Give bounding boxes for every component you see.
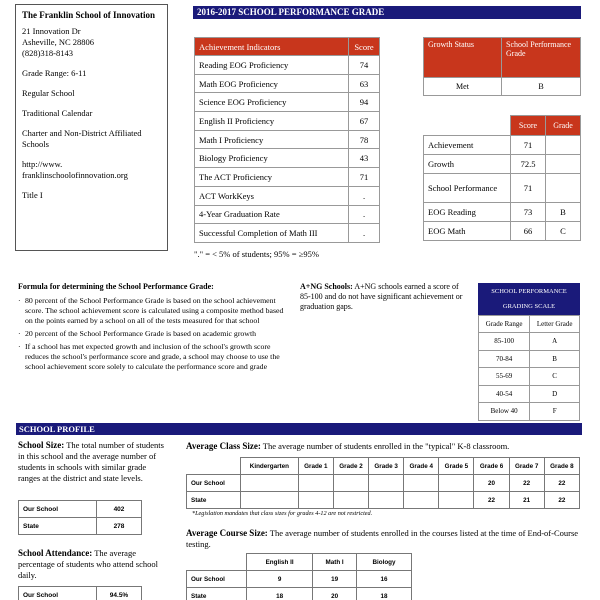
indicator-label: Science EOG Proficiency bbox=[195, 93, 349, 112]
indicator-score: . bbox=[349, 186, 380, 205]
class-size-cell: 21 bbox=[509, 492, 544, 509]
score-header: Score bbox=[349, 38, 380, 56]
class-size-cell bbox=[241, 492, 299, 509]
class-size-column-header: Kindergarten bbox=[241, 458, 299, 475]
formula-item: · 20 percent of the School Performance Grade is based on academic growth bbox=[18, 329, 290, 339]
summary-grade: B bbox=[546, 203, 581, 222]
school-address-line2: Asheville, NC 28806 bbox=[22, 37, 95, 47]
table-row bbox=[19, 518, 142, 535]
class-size-column-header: Grade 3 bbox=[369, 458, 404, 475]
attendance-row-label: Our School bbox=[19, 587, 97, 600]
class-size-table bbox=[186, 457, 580, 509]
formula-item: · If a school has met expected growth and inclusion of the school's growth score reduces the school's performance score and grade, a school may choose to use the school achievement score solely to calculate the performance score and grade bbox=[18, 342, 290, 372]
course-size-row-label: State bbox=[187, 588, 247, 600]
course-size-column-header: English II bbox=[247, 554, 313, 571]
indicator-score: 71 bbox=[349, 168, 380, 187]
performance-grade-title: 2016-2017 SCHOOL PERFORMANCE GRADE bbox=[193, 6, 581, 19]
summary-score: 71 bbox=[511, 174, 546, 203]
attendance-text: The average percentage of students who attend school daily. bbox=[18, 548, 158, 580]
class-size-cell: 22 bbox=[544, 492, 579, 509]
summary-score-header: Score bbox=[511, 116, 546, 136]
course-size-cell: 20 bbox=[313, 588, 357, 600]
table-row bbox=[424, 203, 581, 222]
class-size-column-header: Grade 6 bbox=[474, 458, 509, 475]
table-row bbox=[424, 222, 581, 241]
class-size-description bbox=[186, 441, 586, 451]
summary-label: School Performance bbox=[424, 174, 511, 203]
class-size-cell bbox=[369, 492, 404, 509]
course-size-column-header: Biology bbox=[356, 554, 411, 571]
table-row bbox=[424, 136, 581, 155]
indicator-score: 78 bbox=[349, 130, 380, 149]
school-size-label: School Size: bbox=[18, 440, 65, 450]
table-row bbox=[187, 475, 580, 492]
performance-grade-header: School Performance Grade bbox=[502, 38, 581, 78]
school-attendance-table bbox=[18, 586, 142, 600]
ang-label: A+NG Schools: bbox=[300, 282, 353, 291]
summary-grade: C bbox=[546, 222, 581, 241]
table-row bbox=[187, 571, 412, 588]
size-row-value: 278 bbox=[97, 518, 142, 535]
summary-score: 66 bbox=[511, 222, 546, 241]
school-address-line1: 21 Innovation Dr bbox=[22, 26, 81, 36]
table-row bbox=[479, 333, 580, 351]
attendance-label: School Attendance: bbox=[18, 548, 93, 558]
table-row bbox=[479, 403, 580, 421]
formula-item: · 80 percent of the School Performance Grade is based on the school achievement score. The school achievement score is calculated using a composite method based on the points earned by a school on all of the tests measured for that school bbox=[18, 296, 290, 326]
letter-grade: C bbox=[530, 368, 580, 386]
table-row bbox=[195, 149, 380, 168]
class-size-cell: 22 bbox=[544, 475, 579, 492]
table-row bbox=[195, 74, 380, 93]
class-size-column-header: Grade 5 bbox=[439, 458, 474, 475]
summary-grade bbox=[546, 155, 581, 174]
class-size-cell bbox=[333, 475, 368, 492]
letter-grade: A bbox=[530, 333, 580, 351]
indicator-label: ACT WorkKeys bbox=[195, 186, 349, 205]
indicator-label: Math EOG Proficiency bbox=[195, 74, 349, 93]
grading-scale-table bbox=[478, 315, 580, 421]
school-info-panel bbox=[15, 4, 168, 251]
school-name: The Franklin School of Innovation bbox=[22, 10, 156, 20]
growth-status-header: Growth Status bbox=[424, 38, 502, 78]
size-row-label: State bbox=[19, 518, 97, 535]
class-size-label: Average Class Size: bbox=[186, 441, 261, 451]
letter-grade-header: Letter Grade bbox=[530, 316, 580, 333]
class-size-cell: 22 bbox=[474, 492, 509, 509]
school-calendar: Traditional Calendar bbox=[22, 108, 93, 118]
growth-status-value: Met bbox=[424, 78, 502, 96]
class-size-text: The average number of students enrolled in the "typical" K-8 classroom. bbox=[260, 441, 510, 451]
summary-grade-header: Grade bbox=[546, 116, 581, 136]
course-size-cell: 18 bbox=[247, 588, 313, 600]
course-size-table bbox=[186, 553, 412, 600]
summary-label: Growth bbox=[424, 155, 511, 174]
table-row bbox=[187, 492, 580, 509]
table-row bbox=[195, 205, 380, 224]
table-row bbox=[479, 368, 580, 386]
summary-score: 73 bbox=[511, 203, 546, 222]
indicator-score: 43 bbox=[349, 149, 380, 168]
letter-grade: B bbox=[530, 350, 580, 368]
formula-heading: Formula for determining the School Performance Grade: bbox=[18, 282, 214, 291]
grading-scale-title: SCHOOL PERFORMANCE GRADING SCALE bbox=[478, 283, 580, 315]
class-size-column-header: Grade 2 bbox=[333, 458, 368, 475]
table-row bbox=[195, 224, 380, 243]
grading-scale bbox=[478, 283, 580, 421]
size-row-label: Our School bbox=[19, 501, 97, 518]
ang-text: A+NG schools earned a score of 85-100 and do not have significant achievement or graduation gaps. bbox=[300, 282, 463, 311]
school-type: Regular School bbox=[22, 88, 75, 98]
class-size-column-header: Grade 4 bbox=[404, 458, 439, 475]
table-row bbox=[195, 93, 380, 112]
indicator-label: Successful Completion of Math III bbox=[195, 224, 349, 243]
class-size-column-header: Grade 1 bbox=[298, 458, 333, 475]
class-size-cell bbox=[298, 475, 333, 492]
course-size-cell: 9 bbox=[247, 571, 313, 588]
class-size-cell bbox=[298, 492, 333, 509]
class-size-column-header: Grade 7 bbox=[509, 458, 544, 475]
grade-range: 85-100 bbox=[479, 333, 530, 351]
school-size-text: The total number of students in this school and the average number of students in schools with similar grade ranges at the district and state levels. bbox=[18, 440, 164, 483]
course-size-description bbox=[186, 528, 586, 550]
table-row bbox=[19, 587, 142, 600]
letter-grade: D bbox=[530, 385, 580, 403]
course-size-cell: 16 bbox=[356, 571, 411, 588]
ang-schools-note bbox=[300, 282, 470, 312]
class-size-column-header: Grade 8 bbox=[544, 458, 579, 475]
class-size-cell: 22 bbox=[509, 475, 544, 492]
school-website[interactable]: http://www. franklinschoolofinnovation.org bbox=[22, 159, 128, 180]
growth-status-table bbox=[423, 37, 581, 96]
grade-range: 40-54 bbox=[479, 385, 530, 403]
indicator-score: 67 bbox=[349, 112, 380, 131]
class-size-cell bbox=[404, 492, 439, 509]
class-size-cell bbox=[439, 475, 474, 492]
indicator-label: Reading EOG Proficiency bbox=[195, 56, 349, 75]
table-row bbox=[195, 168, 380, 187]
class-size-cell bbox=[439, 492, 474, 509]
school-profile-title: SCHOOL PROFILE bbox=[16, 423, 582, 435]
summary-grade bbox=[546, 136, 581, 155]
course-size-cell: 19 bbox=[313, 571, 357, 588]
summary-label: EOG Math bbox=[424, 222, 511, 241]
summary-label: Achievement bbox=[424, 136, 511, 155]
score-summary-table bbox=[423, 115, 581, 241]
formula-section bbox=[18, 282, 290, 375]
indicator-label: The ACT Proficiency bbox=[195, 168, 349, 187]
indicator-label: English II Proficiency bbox=[195, 112, 349, 131]
school-affiliation: Charter and Non-District Affiliated Schools bbox=[22, 128, 142, 149]
class-size-cell bbox=[241, 475, 299, 492]
course-size-cell: 18 bbox=[356, 588, 411, 600]
course-size-row-label: Our School bbox=[187, 571, 247, 588]
attendance-row-value: 94.5% bbox=[97, 587, 142, 600]
class-size-cell bbox=[333, 492, 368, 509]
table-row bbox=[479, 385, 580, 403]
indicator-label: 4-Year Graduation Rate bbox=[195, 205, 349, 224]
indicator-label: Math I Proficiency bbox=[195, 130, 349, 149]
class-size-note: *Legislation mandates that class sizes for grades 4-12 are not restricted. bbox=[192, 510, 373, 517]
letter-grade: F bbox=[530, 403, 580, 421]
table-row bbox=[424, 155, 581, 174]
table-row bbox=[195, 112, 380, 131]
school-size-description bbox=[18, 440, 168, 484]
school-title-status: Title I bbox=[22, 190, 43, 200]
course-size-label: Average Course Size: bbox=[186, 528, 268, 538]
indicator-score: . bbox=[349, 224, 380, 243]
course-size-text: The average number of students enrolled in the courses listed at the time of End-of-Course testing. bbox=[186, 528, 579, 549]
grade-range: 55-69 bbox=[479, 368, 530, 386]
score-summary-corner bbox=[424, 116, 511, 136]
course-size-column-header: Math I bbox=[313, 554, 357, 571]
table-row bbox=[479, 350, 580, 368]
indicator-score: 94 bbox=[349, 93, 380, 112]
proficiency-note: "." = < 5% of students; 95% = ≥95% bbox=[194, 249, 319, 259]
class-size-cell bbox=[404, 475, 439, 492]
class-size-cell: 20 bbox=[474, 475, 509, 492]
class-size-row-label: Our School bbox=[187, 475, 241, 492]
performance-grade-value: B bbox=[502, 78, 581, 96]
indicator-score: 63 bbox=[349, 74, 380, 93]
table-row bbox=[195, 56, 380, 75]
school-phone: (828)318-8143 bbox=[22, 48, 73, 58]
grade-range-header: Grade Range bbox=[479, 316, 530, 333]
summary-label: EOG Reading bbox=[424, 203, 511, 222]
grade-range: 70-84 bbox=[479, 350, 530, 368]
table-row bbox=[19, 501, 142, 518]
table-row bbox=[195, 130, 380, 149]
size-row-value: 402 bbox=[97, 501, 142, 518]
table-row bbox=[187, 588, 412, 600]
table-row bbox=[424, 174, 581, 203]
indicator-score: . bbox=[349, 205, 380, 224]
class-size-cell bbox=[369, 475, 404, 492]
course-size-corner bbox=[187, 554, 247, 571]
indicator-label: Biology Proficiency bbox=[195, 149, 349, 168]
class-size-corner bbox=[187, 458, 241, 475]
summary-grade bbox=[546, 174, 581, 203]
achievement-header: Achievement Indicators bbox=[195, 38, 349, 56]
summary-score: 71 bbox=[511, 136, 546, 155]
class-size-row-label: State bbox=[187, 492, 241, 509]
achievement-indicators-table bbox=[194, 37, 380, 243]
grade-range: Below 40 bbox=[479, 403, 530, 421]
table-row bbox=[195, 186, 380, 205]
school-size-table bbox=[18, 500, 142, 535]
indicator-score: 74 bbox=[349, 56, 380, 75]
school-grade-range: Grade Range: 6-11 bbox=[22, 68, 87, 78]
summary-score: 72.5 bbox=[511, 155, 546, 174]
school-attendance-description bbox=[18, 548, 168, 581]
